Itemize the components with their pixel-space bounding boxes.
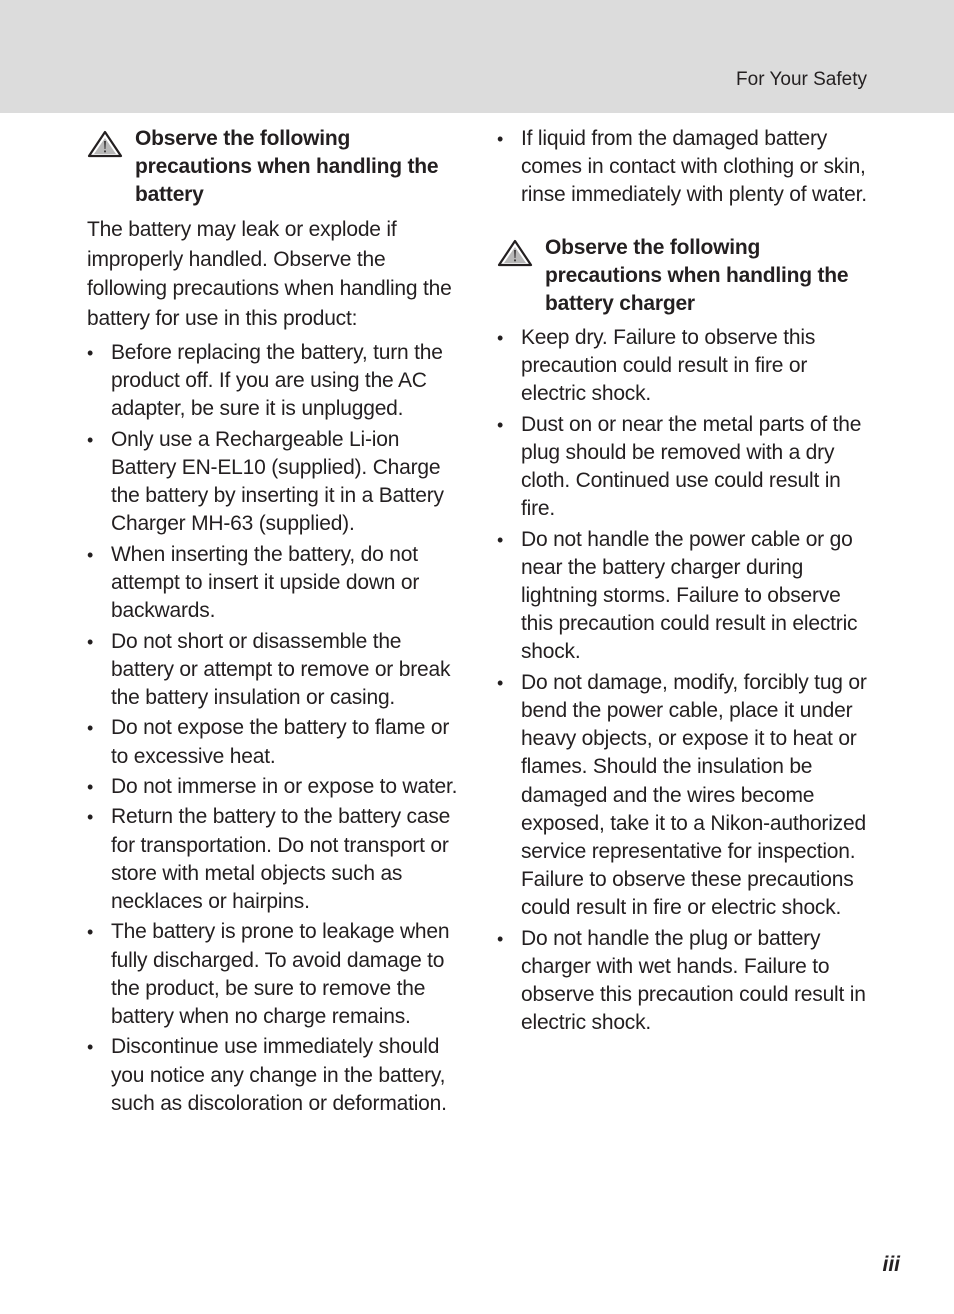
list-item: • Do not handle the power cable or go near the battery charger during lightning storms. Failure to observe this precaution could result in electric shock. (497, 527, 858, 664)
list-item: • Keep dry. Failure to observe this precaution could result in fire or electric shock. (497, 325, 816, 406)
section-title: For Your Safety (736, 69, 867, 90)
list-item: • If liquid from the damaged battery comes in contact with clothing or skin, rinse immediately with plenty of water. (497, 127, 867, 207)
warning-triangle-icon (497, 239, 533, 267)
list-item: • When inserting the battery, do not attempt to insert it upside down or backwards. (87, 542, 420, 623)
left-column (87, 125, 459, 1120)
charger-warning-title: Observe the following precautions when handling the battery charger (545, 235, 849, 315)
header-band (0, 0, 954, 113)
battery-precautions-list (87, 339, 459, 1118)
battery-warning-heading (87, 125, 459, 209)
list-item: • Before replacing the battery, turn the product off. If you are using the AC adapter, be sure it is unplugged. (87, 341, 443, 421)
list-item: • Only use a Rechargeable Li-ion Battery EN-EL10 (supplied). Charge the battery by inserting it in a Battery Charger MH-63 (supplied). (87, 427, 444, 536)
list-item: • The battery is prone to leakage when fully discharged. To avoid damage to the product, be sure to remove the battery when no charge remains. (87, 920, 450, 1028)
charger-precautions-list (497, 324, 867, 1038)
battery-intro: The battery may leak or explode if improperly handled. Observe the following precautions when handling the battery for use in this product: (87, 218, 452, 330)
charger-warning-heading (497, 234, 867, 318)
battery-warning-title: Observe the following precautions when handling the battery (135, 127, 439, 206)
list-item: • Dust on or near the metal parts of the plug should be removed with a dry cloth. Continued use could result in fire. (497, 412, 862, 521)
list-item: • Do not immerse in or expose to water. (87, 774, 458, 798)
page-number: iii (882, 1253, 900, 1276)
right-column (497, 125, 867, 1040)
list-item: • Do not handle the plug or battery charger with wet hands. Failure to observe this precaution could result in electric shock. (497, 926, 866, 1035)
list-item: • Do not expose the battery to flame or to excessive heat. (87, 716, 450, 768)
battery-precautions-continued (497, 125, 867, 210)
list-item: • Do not short or disassemble the battery or attempt to remove or break the battery insulation or casing. (87, 629, 451, 709)
warning-triangle-icon (87, 130, 123, 158)
list-item: • Do not damage, modify, forcibly tug or bend the power cable, place it under heavy objects, or expose it to heat or flames. Should the insulation be damaged and the wires become exposed, take it to a Nikon-authorized service representative for inspection. Failure to observe these precautions could result in fire or electric shock. (497, 670, 867, 920)
list-item: • Discontinue use immediately should you notice any change in the battery, such as discoloration or deformation. (87, 1035, 447, 1115)
list-item: • Return the battery to the battery case for transportation. Do not transport or store with metal objects such as necklaces or hairpins. (87, 805, 451, 913)
